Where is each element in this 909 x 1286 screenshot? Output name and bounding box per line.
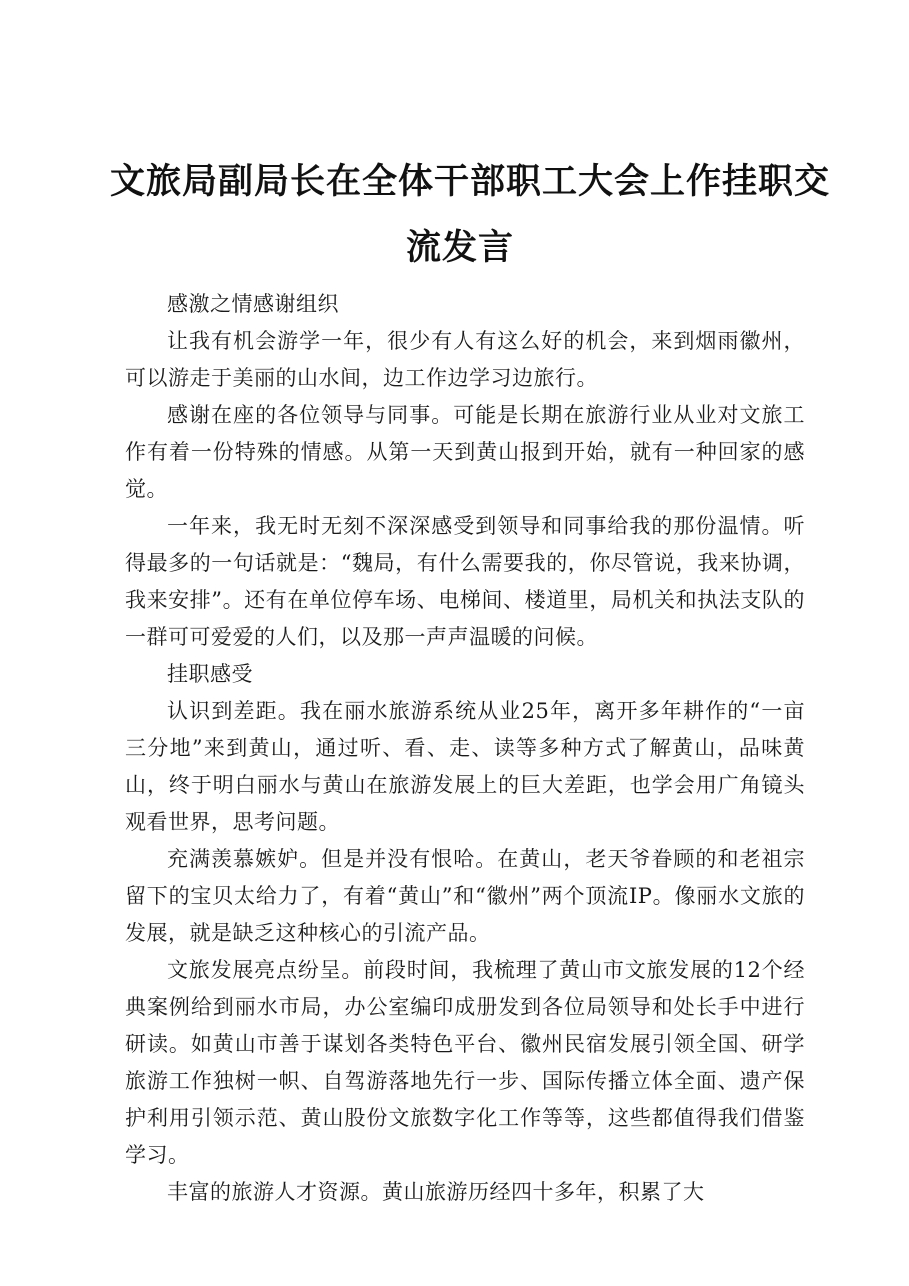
body-paragraph: 充满羡慕嫉妒。但是并没有恨哈。在黄山，老天爷眷顾的和老祖宗留下的宝贝太给力了，有着“黄山”和“徽州”两个顶流IP。像丽水文旅的发展，就是缺乏这种核心的引流产品。 [125,847,805,945]
document-title-line-2: 流发言 [405,227,514,268]
body-paragraph: 感谢在座的各位领导与同事。可能是长期在旅游行业从业对文旅工作有着一份特殊的情感。从第一天到黄山报到开始，就有一种回家的感觉。 [125,403,805,501]
section-heading-feelings: 挂职感受 [167,662,253,686]
section-heading-gratitude: 感激之情感谢组织 [167,292,339,316]
document-title-line-1: 文旅局副局长在全体干部职工大会上作挂职交 [110,161,831,202]
body-paragraph: 认识到差距。我在丽水旅游系统从业25年，离开多年耕作的“一亩三分地”来到黄山，通过听、看、走、读等多种方式了解黄山，品味黄山，终于明白丽水与黄山在旅游发展上的巨大差距，也学会用广角镜头观看世界，思考问题。 [125,699,805,834]
body-paragraph: 丰富的旅游人才资源。黄山旅游历经四十多年，积累了大 [167,1180,705,1204]
document-body [125,286,805,1211]
body-paragraph: 文旅发展亮点纷呈。前段时间，我梳理了黄山市文旅发展的12个经典案例给到丽水市局，办公室编印成册发到各位局领导和处长手中进行研读。如黄山市善于谋划各类特色平台、徽州民宿发展引领全国、研学旅游工作独树一帜、自驾游落地先行一步、国际传播立体全面、遗产保护利用引领示范、黄山股份文旅数字化工作等等，这些都值得我们借鉴学习。 [125,958,805,1167]
body-paragraph: 让我有机会游学一年，很少有人有这么好的机会，来到烟雨徽州，可以游走于美丽的山水间，边工作边学习边旅行。 [125,329,805,390]
body-paragraph: 一年来，我无时无刻不深深感受到领导和同事给我的那份温情。听得最多的一句话就是：“魏局，有什么需要我的，你尽管说，我来协调，我来安排”。还有在单位停车场、电梯间、楼道里，局机关和执法支队的一群可可爱爱的人们，以及那一声声温暖的问候。 [125,514,805,649]
